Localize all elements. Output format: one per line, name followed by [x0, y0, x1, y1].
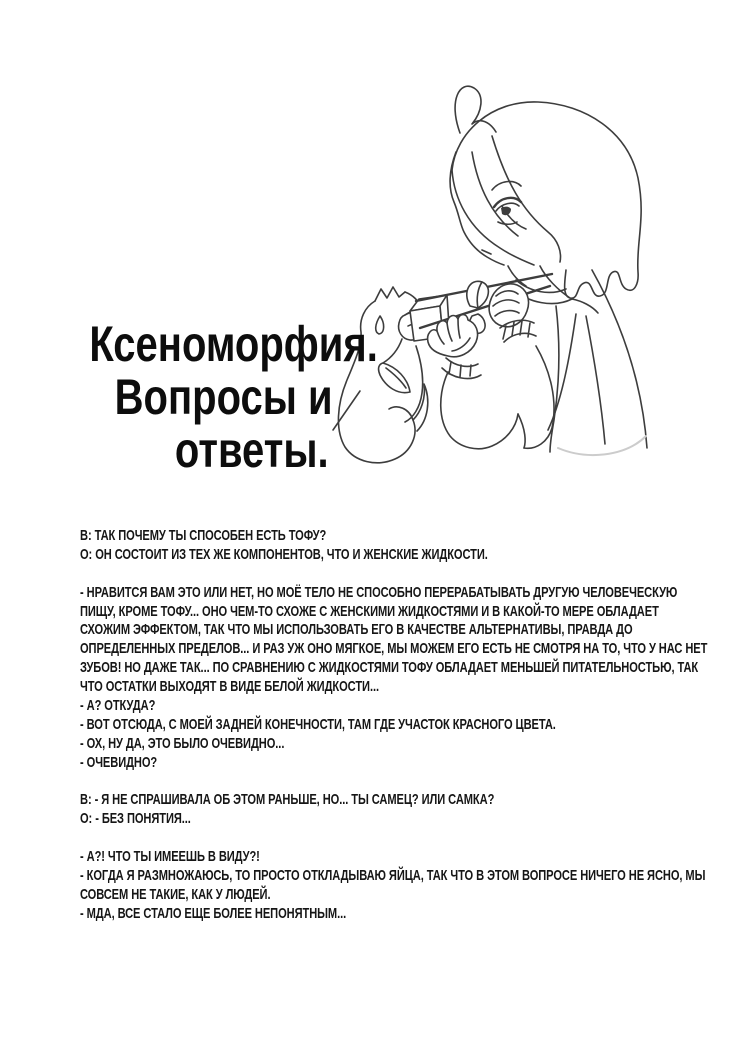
dialogue-line: - А? ОТКУДА? — [80, 697, 156, 715]
girl-eyelash — [494, 198, 521, 207]
page-title — [89, 316, 378, 478]
girl-shoulder — [572, 299, 598, 313]
left-cuff-rib-3 — [470, 365, 471, 376]
girl-arm-upper — [548, 314, 576, 430]
left-cuff-line-2 — [442, 368, 481, 379]
right-cuff-rib-1 — [503, 326, 506, 339]
dialogue-line: ПИЩУ, КРОМЕ ТОФУ... ОНО ЧЕМ-ТО СХОЖЕ С ЖЕНСКИМИ ЖИДКОСТЯМИ И В КАКОЙ-ТО МЕРЕ ОБЛАДАЕТ — [80, 602, 659, 620]
girl-bangs — [452, 170, 534, 265]
dialogue-line — [80, 773, 598, 792]
girl-body-inner-line — [586, 316, 605, 444]
dialogue-line: СОВСЕМ НЕ ТАКИЕ, КАК У ЛЮДЕЙ. — [80, 885, 271, 903]
girl-sleeve-fold — [518, 414, 525, 448]
title-line: Ксеноморфия. — [89, 316, 378, 372]
left-cuff-rib-1 — [449, 362, 451, 374]
dialogue-line: - ВОТ ОТСЮДА, С МОЕЙ ЗАДНЕЙ КОНЕЧНОСТИ, ТАМ ГДЕ УЧАСТОК КРАСНОГО ЦВЕТА. — [80, 715, 556, 733]
creature-wing-rib — [386, 368, 406, 388]
dialogue-line: ОПРЕДЕЛЕННЫХ ПРЕДЕЛОВ... И РАЗ УЖ ОНО МЯГКОЕ, МЫ МОЖЕМ ЕГО ЕСТЬ НЕ СМОТРЯ НА ТО, ЧТО У НАС НЕТ — [80, 640, 708, 658]
girl-ahoge — [455, 86, 496, 133]
dialogue-line — [80, 829, 598, 848]
dialogue-line: В: - Я НЕ СПРАШИВАЛА ОБ ЭТОМ РАНЬШЕ, НО... ТЫ САМЕЦ? ИЛИ САМКА? — [80, 791, 495, 809]
dialogue-line: ЧТО ОСТАТКИ ВЫХОДЯТ В ВИДЕ БЕЛОЙ ЖИДКОСТИ... — [80, 678, 379, 696]
dialogue-text — [80, 527, 736, 924]
illustration-girl-feeding-creature — [320, 70, 736, 470]
title-line: Вопросы и — [114, 369, 333, 425]
dialogue-line: СХОЖИМ ЭФФЕКТОМ, ТАК ЧТО МЫ ИСПОЛЬЗОВАТЬ ЕГО В КАЧЕСТВЕ АЛЬТЕРНАТИВЫ, ПРАВДА ДО — [80, 621, 633, 639]
girl-sleeve-right — [524, 346, 554, 448]
dialogue-line: - КОГДА Я РАЗМНОЖАЮСЬ, ТО ПРОСТО ОТКЛАДЫВАЮ ЯЙЦА, ТАК ЧТО В ЭТОМ ВОПРОСЕ НИЧЕГО НЕ ЯСНО, МЫ — [80, 867, 706, 885]
girl-hair-outline — [452, 102, 641, 298]
girl-sleeve-left — [441, 372, 518, 449]
dialogue-line: - ОЧЕВИДНО? — [80, 753, 158, 771]
girl-iris — [501, 207, 511, 216]
dialogue-line: ЗУБОВ! НО ДАЖЕ ТАК... ПО СРАВНЕНИЮ С ЖИДКОСТЯМИ ТОФУ ОБЛАДАЕТ МЕНЬШЕЙ ПИТАТЕЛЬНОСТЬЮ, ТАК — [80, 659, 699, 677]
girl-figure — [441, 86, 647, 455]
dialogue-line: - МДА, ВСЕ СТАЛО ЕЩЕ БОЛЕЕ НЕПОНЯТНЫМ... — [80, 904, 347, 922]
title-line: ответы. — [174, 422, 329, 478]
girl-mouth — [482, 250, 491, 254]
creature-head-tuft — [375, 287, 405, 301]
dialogue-line: - ОХ, НУ ДА, ЭТО БЫЛО ОЧЕВИДНО... — [80, 734, 285, 752]
dialogue-line: О: - БЕЗ ПОНЯТИЯ... — [80, 810, 191, 828]
dialogue-line: О: ОН СОСТОИТ ИЗ ТЕХ ЖЕ КОМПОНЕНТОВ, ЧТО И ЖЕНСКИЕ ЖИДКОСТИ. — [80, 545, 488, 563]
dialogue-line — [80, 565, 598, 584]
left-cuff-rib-2 — [460, 365, 461, 377]
creature-chin-chest — [383, 339, 402, 363]
girl-face-profile — [450, 152, 504, 265]
dialogue-line: - А?! ЧТО ТЫ ИМЕЕШЬ В ВИДУ?! — [80, 848, 260, 866]
dialogue-line: - НРАВИТСЯ ВАМ ЭТО ИЛИ НЕТ, НО МОЁ ТЕЛО НЕ СПОСОБНО ПЕРЕРАБАТЫВАТЬ ДРУГУЮ ЧЕЛОВЕЧЕСКУЮ — [80, 583, 678, 601]
creature-tail — [413, 384, 428, 431]
right-cuff-rib-4 — [528, 323, 530, 337]
dialogue-line: В: ТАК ПОЧЕМУ ТЫ СПОСОБЕН ЕСТЬ ТОФУ? — [80, 527, 327, 544]
girl-dress-hem — [558, 436, 646, 455]
girl-eyebrow — [492, 181, 521, 190]
